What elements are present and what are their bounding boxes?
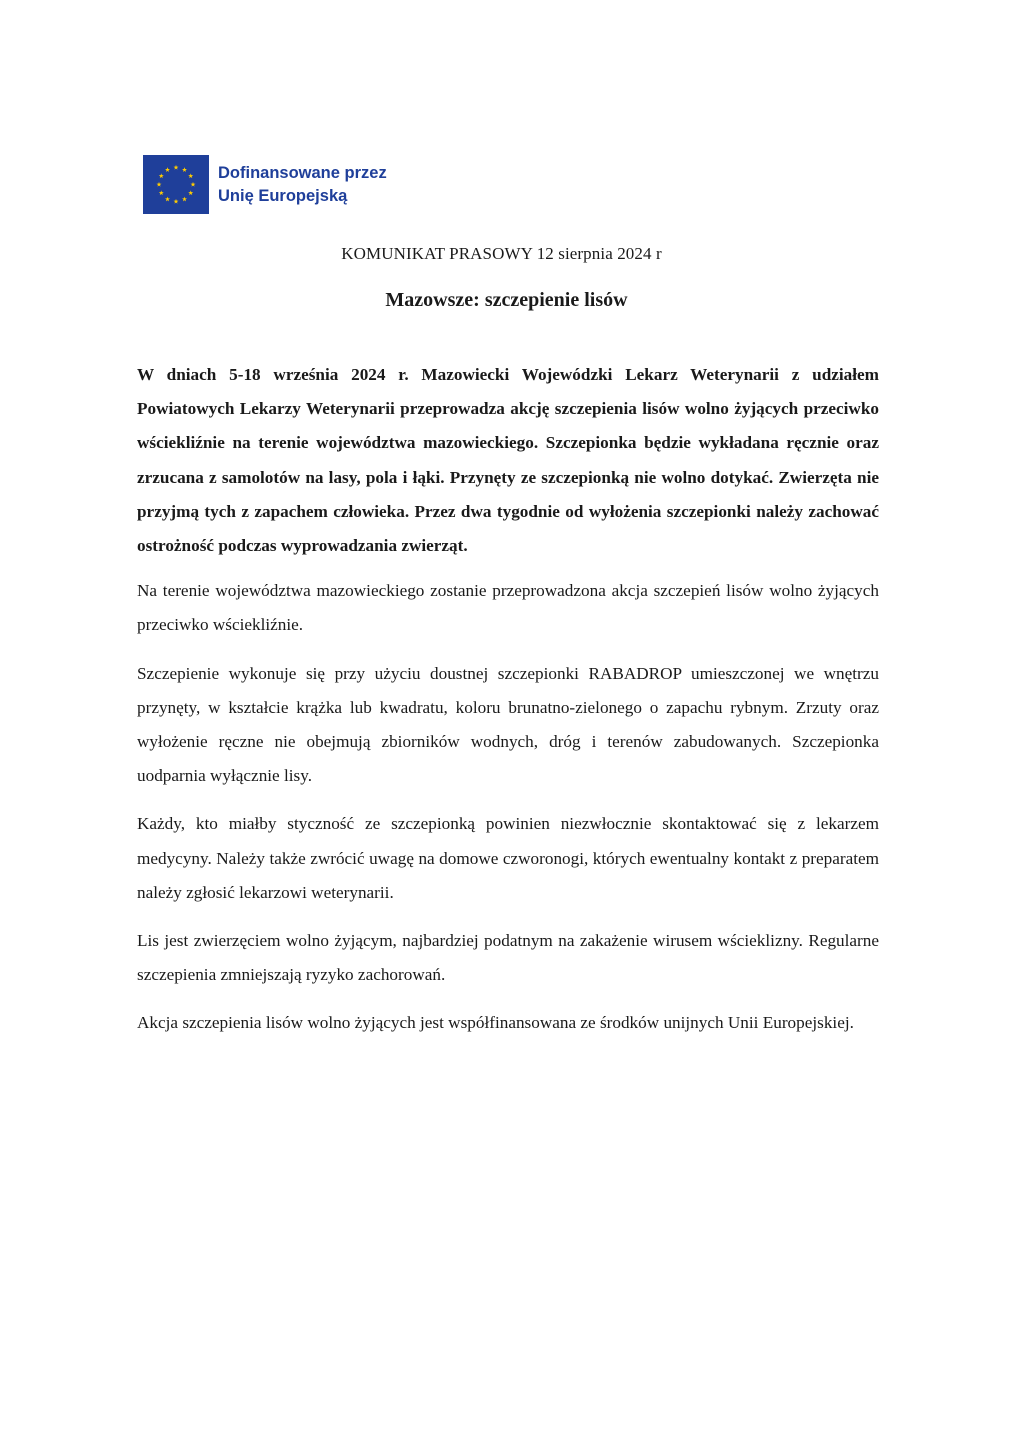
eu-star (188, 173, 193, 178)
document-body (137, 358, 879, 1055)
eu-funding-text (218, 162, 387, 208)
eu-funding-line-1: Dofinansowane przez (218, 163, 387, 182)
eu-star (182, 167, 187, 172)
paragraph-3: Każdy, kto miałby styczność ze szczepionką powinien niezwłocznie skontaktować się z lekarzem medycyny. Należy także zwrócić uwagę na domowe czworonogi, których ewentualny kontakt z preparatem należy zgłosić lekarzowi weterynarii. (137, 814, 879, 902)
eu-funding-logo (143, 155, 387, 214)
eu-star (157, 182, 162, 187)
eu-star (182, 197, 187, 202)
paragraph-5: Akcja szczepienia lisów wolno żyjących jest współfinansowana ze środków unijnych Unii Europejskiej. (137, 1013, 854, 1033)
eu-star (165, 167, 170, 172)
press-release-date: KOMUNIKAT PRASOWY 12 sierpnia 2024 r (341, 244, 662, 263)
eu-star (174, 199, 179, 204)
eu-star (165, 197, 170, 202)
eu-funding-line-2: Unię Europejską (218, 186, 348, 205)
eu-star (188, 190, 193, 195)
eu-star (159, 190, 164, 195)
paragraph-2: Szczepienie wykonuje się przy użyciu doustnej szczepionki RABADROP umieszczonej we wnętrzu przynęty, w kształcie krążka lub kwadratu, koloru brunatno-zielonego o zapachu rybnym. Zrzuty oraz wyłożenie ręczne nie obejmują zbiorników wodnych, dróg i terenów zabudowanych. Szczepionka uodparnia wyłącznie lisy. (137, 663, 879, 786)
eu-star (159, 173, 164, 178)
eu-star (191, 182, 196, 187)
paragraph-1: Na terenie województwa mazowieckiego zostanie przeprowadzona akcja szczepień lisów wolno żyjących przeciwko wściekliźnie. (137, 581, 879, 635)
paragraph-4: Lis jest zwierzęciem wolno żyjącym, najbardziej podatnym na zakażenie wirusem wścieklizny. Regularne szczepienia zmniejszają ryzyko zachorowań. (137, 931, 879, 985)
lead-paragraph: W dniach 5-18 września 2024 r. Mazowiecki Wojewódzki Lekarz Weterynarii z udziałem Powiatowych Lekarzy Weterynarii przeprowadza akcję szczepienia lisów wolno żyjących przeciwko wściekliźnie na terenie województwa mazowieckiego. Szczepionka będzie wykładana ręcznie oraz zrzucana z samolotów na lasy, pola i łąki. Przynęty ze szczepionką nie wolno dotykać. Zwierzęta nie przyjmą tych z zapachem człowieka. Przez dwa tygodnie od wyłożenia szczepionki należy zachować ostrożność podczas wyprowadzania zwierząt. (137, 365, 879, 556)
eu-flag-icon (143, 155, 209, 214)
eu-star (174, 165, 179, 170)
page-title: Mazowsze: szczepienie lisów (385, 289, 628, 311)
